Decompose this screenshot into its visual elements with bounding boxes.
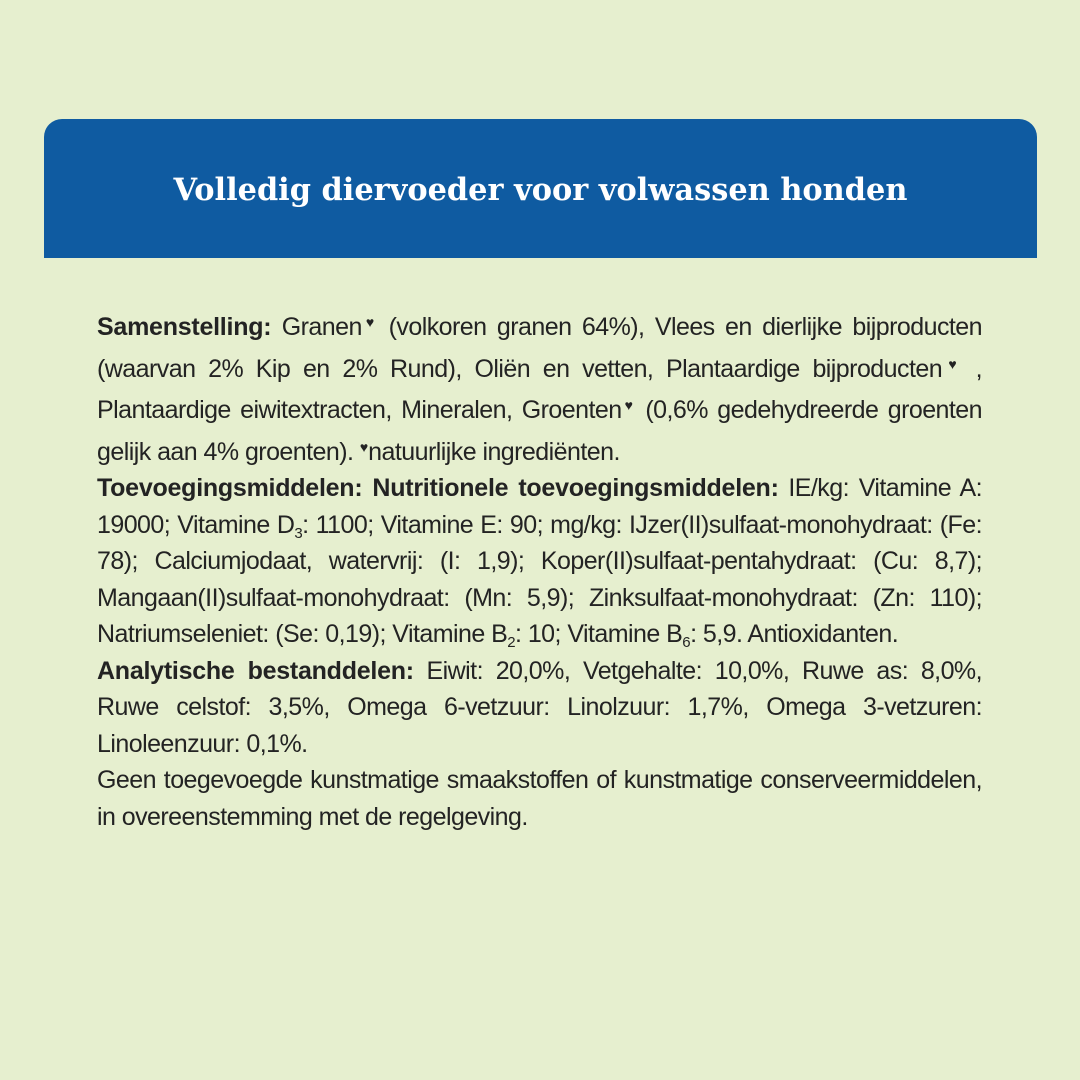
page-title: Volledig diervoeder voor volwassen honden [173, 171, 908, 208]
title-banner [44, 119, 1037, 258]
composition-text-4: (0,6% gedehydreerde groenten gelijk aan 4% groenten). [97, 396, 983, 466]
composition-text-5: natuurlijke ingrediënten. [368, 437, 620, 466]
composition-paragraph [97, 304, 982, 470]
vitamin-d-subscript: 3 [294, 524, 303, 542]
additives-heading: Toevoegingsmiddelen: Nutritionele toevoegingsmiddelen: [97, 474, 779, 502]
analytical-paragraph [97, 653, 982, 763]
composition-text-3: , Plantaardige eiwitextracten, Mineralen, Groenten [97, 354, 983, 424]
additives-text-4: : 5,9. Antioxidanten. [690, 620, 899, 648]
note-paragraph: Geen toegevoegde kunstmatige smaakstoffen of kunstmatige conserveermiddelen, in overeenstemming met de regelgeving. [97, 766, 982, 831]
composition-text-2: (volkoren granen 64%), Vlees en dierlijke bijproducten (waarvan 2% Kip en 2% Rund), Oliën en vetten, Plantaardige bijproducten [97, 313, 983, 383]
heart-icon: ♥ [361, 314, 379, 330]
heart-icon: ♥ [621, 397, 636, 413]
additives-text-3: : 10; Vitamine B [515, 620, 683, 648]
composition-text-1: Granen [271, 313, 362, 341]
analytical-heading: Analytische bestanddelen: [97, 656, 414, 685]
additives-text-1: IE/kg: Vitamine A: 19000; Vitamine D [97, 474, 982, 539]
heart-icon: ♥ [359, 438, 369, 455]
composition-heading: Samenstelling: [97, 313, 272, 341]
vitamin-b2-subscript: 2 [507, 634, 516, 651]
analytical-text: Eiwit: 20,0%, Vetgehalte: 10,0%, Ruwe as: 8,0%, Ruwe celstof: 3,5%, Omega 6-vetzuur: Linolzuur: 1,7%, Omega 3-vetzuren: Linoleenzuur: 0,1%. [97, 656, 983, 758]
additives-text-2: : 1100; Vitamine E: 90; mg/kg: IJzer(II)sulfaat-monohydraat: (Fe: 78); Calciumjodaat, watervrij: (I: 1,9); Koper(II)sulfaat-pentahydraat: (Cu: 8,7); Mangaan(II)sulfaat-monohydraat: (Mn: 5,9); Zinksulfaat-monohydraat: (Zn: 110); Natriumseleniet: (Se: 0,19); Vitamine B [97, 510, 983, 648]
heart-icon: ♥ [942, 355, 963, 372]
additives-paragraph [97, 470, 982, 653]
vitamin-b6-subscript: 6 [682, 634, 691, 651]
label-text [97, 304, 982, 835]
